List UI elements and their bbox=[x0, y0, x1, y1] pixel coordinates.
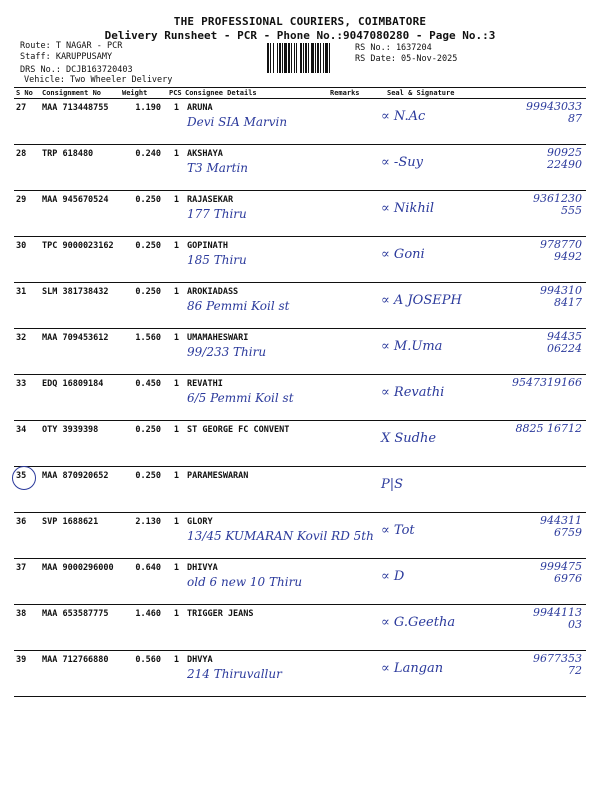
sno-text: 38 bbox=[16, 609, 27, 619]
consignment-text: TRP 618480 bbox=[42, 149, 94, 159]
table-row bbox=[14, 467, 586, 513]
handwritten-signature: P|S bbox=[381, 477, 404, 492]
consignee-text: RAJASEKAR bbox=[187, 195, 234, 205]
weight-cell bbox=[120, 283, 167, 329]
consignee-cell bbox=[183, 605, 328, 651]
remarks-cell bbox=[328, 329, 373, 375]
weight-text: 0.250 bbox=[135, 241, 161, 251]
weight-cell bbox=[120, 145, 167, 191]
rs-number: RS No.: 1637204 bbox=[355, 43, 432, 53]
seal-signature-cell bbox=[373, 283, 586, 329]
weight-text: 0.250 bbox=[135, 425, 161, 435]
sno-cell bbox=[14, 651, 40, 697]
consignee-text: TRIGGER JEANS bbox=[187, 609, 254, 619]
consignment-text: MAA 713448755 bbox=[42, 103, 109, 113]
handwritten-phone: 999475 6976 bbox=[540, 560, 582, 585]
consignment-cell bbox=[40, 651, 120, 697]
remarks-cell bbox=[328, 467, 373, 513]
barcode-bar bbox=[303, 43, 304, 73]
pcs-text: 1 bbox=[173, 563, 179, 573]
consignee-cell bbox=[183, 237, 328, 283]
barcode-bar bbox=[279, 43, 281, 73]
sno-text: 36 bbox=[16, 517, 27, 527]
table-row bbox=[14, 421, 586, 467]
col-header-pcs: PCS bbox=[169, 89, 182, 97]
handwritten-signature: ∝ M.Uma bbox=[381, 339, 443, 354]
sno-text: 28 bbox=[16, 149, 27, 159]
pcs-cell bbox=[167, 513, 183, 559]
barcode-bar bbox=[329, 43, 330, 73]
consignment-text: MAA 945670524 bbox=[42, 195, 109, 205]
rs-date: RS Date: 05-Nov-2025 bbox=[355, 54, 458, 64]
weight-text: 1.190 bbox=[135, 103, 161, 113]
sno-text: 39 bbox=[16, 655, 27, 665]
barcode-bar bbox=[267, 43, 269, 73]
pcs-text: 1 bbox=[173, 287, 179, 297]
pcs-cell bbox=[167, 145, 183, 191]
handwritten-signature: ∝ G.Geetha bbox=[381, 615, 456, 630]
consignment-cell bbox=[40, 467, 120, 513]
sno-cell bbox=[14, 145, 40, 191]
weight-text: 2.130 bbox=[135, 517, 161, 527]
seal-signature-cell bbox=[373, 605, 586, 651]
consignment-text: MAA 870920652 bbox=[42, 471, 109, 481]
handwritten-signature: X Sudhe bbox=[381, 431, 437, 446]
barcode-bar bbox=[296, 43, 297, 73]
col-header-seal: Seal & Signature bbox=[373, 88, 586, 99]
consignee-cell bbox=[183, 651, 328, 697]
consignment-cell bbox=[40, 191, 120, 237]
remarks-cell bbox=[328, 651, 373, 697]
remarks-cell bbox=[328, 421, 373, 467]
weight-cell bbox=[120, 99, 167, 145]
barcode-bar bbox=[277, 43, 278, 73]
consignment-cell bbox=[40, 283, 120, 329]
consignment-cell bbox=[40, 237, 120, 283]
table-row bbox=[14, 145, 586, 191]
barcode-bar bbox=[273, 43, 274, 73]
sno-cell bbox=[14, 605, 40, 651]
consignment-text: MAA 9000296000 bbox=[42, 563, 114, 573]
table-row bbox=[14, 605, 586, 651]
consignee-text: DHVYA bbox=[187, 655, 213, 665]
col-header-weight: Weight bbox=[120, 88, 167, 99]
weight-cell bbox=[120, 329, 167, 375]
pcs-cell bbox=[167, 283, 183, 329]
col-header-remarks: Remarks bbox=[328, 88, 373, 99]
consignment-cell bbox=[40, 559, 120, 605]
col-header-details: Consignee Details bbox=[183, 88, 328, 99]
consignment-cell bbox=[40, 513, 120, 559]
barcode-bar bbox=[270, 43, 271, 73]
consignee-text: PARAMESWARAN bbox=[187, 471, 249, 481]
seal-signature-cell bbox=[373, 237, 586, 283]
sno-text: 34 bbox=[16, 425, 27, 435]
consignment-text: MAA 712766880 bbox=[42, 655, 109, 665]
consignee-cell bbox=[183, 329, 328, 375]
handwritten-signature: ∝ Langan bbox=[381, 661, 444, 676]
weight-text: 0.640 bbox=[135, 563, 161, 573]
table-row bbox=[14, 283, 586, 329]
sno-cell bbox=[14, 513, 40, 559]
table-row bbox=[14, 329, 586, 375]
remarks-cell bbox=[328, 145, 373, 191]
handwritten-address: Devi SIA Marvin bbox=[187, 115, 288, 129]
pcs-cell bbox=[167, 421, 183, 467]
pcs-cell bbox=[167, 605, 183, 651]
runsheet-table bbox=[14, 87, 586, 697]
handwritten-signature: ∝ Goni bbox=[381, 247, 425, 262]
consignee-cell bbox=[183, 467, 328, 513]
remarks-cell bbox=[328, 237, 373, 283]
weight-text: 0.560 bbox=[135, 655, 161, 665]
pcs-text: 1 bbox=[173, 103, 179, 113]
pcs-text: 1 bbox=[173, 379, 179, 389]
remarks-cell bbox=[328, 513, 373, 559]
consignment-text: MAA 709453612 bbox=[42, 333, 109, 343]
weight-cell bbox=[120, 559, 167, 605]
weight-text: 0.240 bbox=[135, 149, 161, 159]
sno-text: 27 bbox=[16, 103, 27, 113]
barcode-bar bbox=[315, 43, 316, 73]
seal-signature-cell bbox=[373, 467, 586, 513]
consignee-cell bbox=[183, 559, 328, 605]
sno-text: 29 bbox=[16, 195, 27, 205]
barcode-bar bbox=[305, 43, 307, 73]
handwritten-address: 99/233 Thiru bbox=[187, 345, 267, 359]
consignment-text: SVP 1688621 bbox=[42, 517, 99, 527]
pcs-text: 1 bbox=[173, 333, 179, 343]
barcode-bar bbox=[282, 43, 283, 73]
remarks-cell bbox=[328, 191, 373, 237]
seal-signature-cell bbox=[373, 651, 586, 697]
pcs-cell bbox=[167, 375, 183, 421]
barcode-bar bbox=[288, 43, 290, 73]
sno-cell bbox=[14, 191, 40, 237]
sno-cell bbox=[14, 559, 40, 605]
sno-text: 33 bbox=[16, 379, 27, 389]
consignee-text: ST GEORGE FC CONVENT bbox=[187, 425, 290, 435]
handwritten-phone: 944311 6759 bbox=[540, 514, 582, 539]
route-label: Route: T NAGAR - PCR bbox=[20, 41, 123, 51]
runsheet-subtitle: Delivery Runsheet - PCR - Phone No.:9047080280 - Page No.:3 bbox=[104, 29, 496, 42]
table-row bbox=[14, 651, 586, 697]
handwritten-signature: ∝ Nikhil bbox=[381, 201, 435, 216]
remarks-cell bbox=[328, 99, 373, 145]
handwritten-phone: 994310 8417 bbox=[540, 284, 582, 309]
handwritten-signature: ∝ Revathi bbox=[381, 385, 445, 400]
weight-text: 0.450 bbox=[135, 379, 161, 389]
remarks-cell bbox=[328, 283, 373, 329]
barcode-bar bbox=[323, 43, 324, 73]
table-row bbox=[14, 237, 586, 283]
company-name: THE PROFESSIONAL COURIERS, COIMBATORE bbox=[173, 15, 427, 28]
pcs-cell bbox=[167, 329, 183, 375]
consignee-text: GLORY bbox=[187, 517, 213, 527]
remarks-cell bbox=[328, 559, 373, 605]
handwritten-address: 214 Thiruvallur bbox=[187, 667, 282, 681]
staff-label: Staff: KARUPPUSAMY bbox=[20, 52, 113, 62]
pcs-cell bbox=[167, 237, 183, 283]
handwritten-signature: ∝ -Suy bbox=[381, 155, 423, 170]
seal-signature-cell bbox=[373, 99, 586, 145]
consignee-cell bbox=[183, 145, 328, 191]
sno-text: 30 bbox=[16, 241, 27, 251]
consignee-cell bbox=[183, 191, 328, 237]
barcode-bar bbox=[325, 43, 328, 73]
consignee-cell bbox=[183, 421, 328, 467]
table-row bbox=[14, 191, 586, 237]
table-row bbox=[14, 99, 586, 145]
sno-text: 37 bbox=[16, 563, 27, 573]
barcode-bar bbox=[320, 43, 321, 73]
weight-cell bbox=[120, 191, 167, 237]
sno-cell bbox=[14, 283, 40, 329]
handwritten-phone: 978770 9492 bbox=[540, 238, 582, 263]
weight-cell bbox=[120, 375, 167, 421]
handwritten-phone: 99943033 87 bbox=[526, 100, 582, 125]
handwritten-phone: 9944113 03 bbox=[533, 606, 582, 631]
consignee-text: DHIVYA bbox=[187, 563, 218, 573]
pcs-cell bbox=[167, 99, 183, 145]
handwritten-phone: 9361230 555 bbox=[533, 192, 582, 217]
pcs-text: 1 bbox=[173, 241, 179, 251]
sno-cell bbox=[14, 467, 40, 513]
sno-cell bbox=[14, 237, 40, 283]
consignment-cell bbox=[40, 145, 120, 191]
pcs-text: 1 bbox=[173, 149, 179, 159]
col-header-consignment: Consignment No bbox=[40, 88, 120, 99]
pcs-cell bbox=[167, 651, 183, 697]
consignee-text: REVATHI bbox=[187, 379, 223, 389]
consignment-cell bbox=[40, 421, 120, 467]
seal-signature-cell bbox=[373, 145, 586, 191]
pcs-cell bbox=[167, 467, 183, 513]
pcs-text: 1 bbox=[173, 517, 179, 527]
weight-cell bbox=[120, 513, 167, 559]
weight-text: 1.460 bbox=[135, 609, 161, 619]
handwritten-address: 185 Thiru bbox=[187, 253, 247, 267]
handwritten-address: T3 Martin bbox=[187, 161, 249, 175]
handwritten-phone: 9547319166 bbox=[512, 376, 582, 389]
barcode-bar bbox=[317, 43, 319, 73]
seal-signature-cell bbox=[373, 559, 586, 605]
barcode-bar bbox=[294, 43, 295, 73]
weight-text: 0.250 bbox=[135, 471, 161, 481]
consignment-cell bbox=[40, 329, 120, 375]
barcode-bar bbox=[308, 43, 309, 73]
table-header-row bbox=[14, 88, 586, 99]
sno-text: 32 bbox=[16, 333, 27, 343]
handwritten-address: old 6 new 10 Thiru bbox=[187, 575, 303, 589]
weight-text: 1.560 bbox=[135, 333, 161, 343]
pcs-cell bbox=[167, 559, 183, 605]
sno-cell bbox=[14, 421, 40, 467]
weight-cell bbox=[120, 605, 167, 651]
handwritten-signature: ∝ N.Ac bbox=[381, 109, 426, 124]
sno-text: 31 bbox=[16, 287, 27, 297]
consignee-cell bbox=[183, 283, 328, 329]
barcode-bar bbox=[284, 43, 287, 73]
pcs-text: 1 bbox=[173, 655, 179, 665]
pcs-text: 1 bbox=[173, 425, 179, 435]
seal-signature-cell bbox=[373, 513, 586, 559]
table-row bbox=[14, 513, 586, 559]
consignee-cell bbox=[183, 513, 374, 559]
pcs-text: 1 bbox=[173, 195, 179, 205]
handwritten-phone: 9677353 72 bbox=[533, 652, 582, 677]
handwritten-signature: ∝ Tot bbox=[381, 523, 415, 538]
handwritten-phone: 8825 16712 bbox=[515, 422, 582, 435]
handwritten-address: 177 Thiru bbox=[187, 207, 247, 221]
sno-text: 35 bbox=[16, 471, 27, 481]
seal-signature-cell bbox=[373, 421, 586, 467]
pcs-text: 1 bbox=[173, 609, 179, 619]
pcs-cell bbox=[167, 191, 183, 237]
seal-signature-cell bbox=[373, 329, 586, 375]
pcs-text: 1 bbox=[173, 471, 179, 481]
consignee-text: AKSHAYA bbox=[187, 149, 223, 159]
col-header-sno: S No bbox=[14, 88, 40, 99]
sno-cell bbox=[14, 329, 40, 375]
consignment-cell bbox=[40, 605, 120, 651]
barcode-bar bbox=[291, 43, 292, 73]
consignment-text: TPC 9000023162 bbox=[42, 241, 114, 251]
remarks-cell bbox=[328, 605, 373, 651]
weight-text: 0.250 bbox=[135, 195, 161, 205]
consignment-cell bbox=[40, 375, 120, 421]
table-row bbox=[14, 375, 586, 421]
barcode-bar bbox=[311, 43, 314, 73]
consignee-cell bbox=[183, 99, 328, 145]
weight-cell bbox=[120, 237, 167, 283]
consignment-text: EDQ 16809184 bbox=[42, 379, 104, 389]
weight-text: 0.250 bbox=[135, 287, 161, 297]
weight-cell bbox=[120, 421, 167, 467]
barcode-bar bbox=[300, 43, 302, 73]
handwritten-address: 13/45 KUMARAN Kovil RD 5th bbox=[187, 529, 374, 543]
seal-signature-cell bbox=[373, 375, 586, 421]
vehicle-label: Vehicle: Two Wheeler Delivery bbox=[24, 75, 173, 85]
consignment-text: SLM 381738432 bbox=[42, 287, 109, 297]
handwritten-circle-mark bbox=[12, 466, 36, 490]
consignee-text: GOPINATH bbox=[187, 241, 228, 251]
handwritten-signature: ∝ D bbox=[381, 569, 405, 584]
consignment-text: MAA 653587775 bbox=[42, 609, 109, 619]
handwritten-signature: ∝ A JOSEPH bbox=[381, 293, 462, 308]
sno-cell bbox=[14, 375, 40, 421]
handwritten-address: 6/5 Pemmi Koil st bbox=[187, 391, 294, 405]
table-row bbox=[14, 559, 586, 605]
consignee-text: UMAMAHESWARI bbox=[187, 333, 249, 343]
consignee-text: ARUNA bbox=[187, 103, 213, 113]
sno-cell bbox=[14, 99, 40, 145]
seal-signature-cell bbox=[373, 191, 586, 237]
handwritten-phone: 90925 22490 bbox=[547, 146, 582, 171]
weight-cell bbox=[120, 467, 167, 513]
remarks-cell bbox=[328, 375, 373, 421]
handwritten-phone: 94435 06224 bbox=[547, 330, 582, 355]
consignee-cell bbox=[183, 375, 328, 421]
consignee-text: AROKIADASS bbox=[187, 287, 239, 297]
drs-number: DRS No.: DCJB163720403 bbox=[20, 65, 133, 75]
weight-cell bbox=[120, 651, 167, 697]
consignment-cell bbox=[40, 99, 120, 145]
barcode-image bbox=[266, 43, 350, 73]
consignment-text: OTY 3939398 bbox=[42, 425, 99, 435]
handwritten-address: 86 Pemmi Koil st bbox=[187, 299, 290, 313]
